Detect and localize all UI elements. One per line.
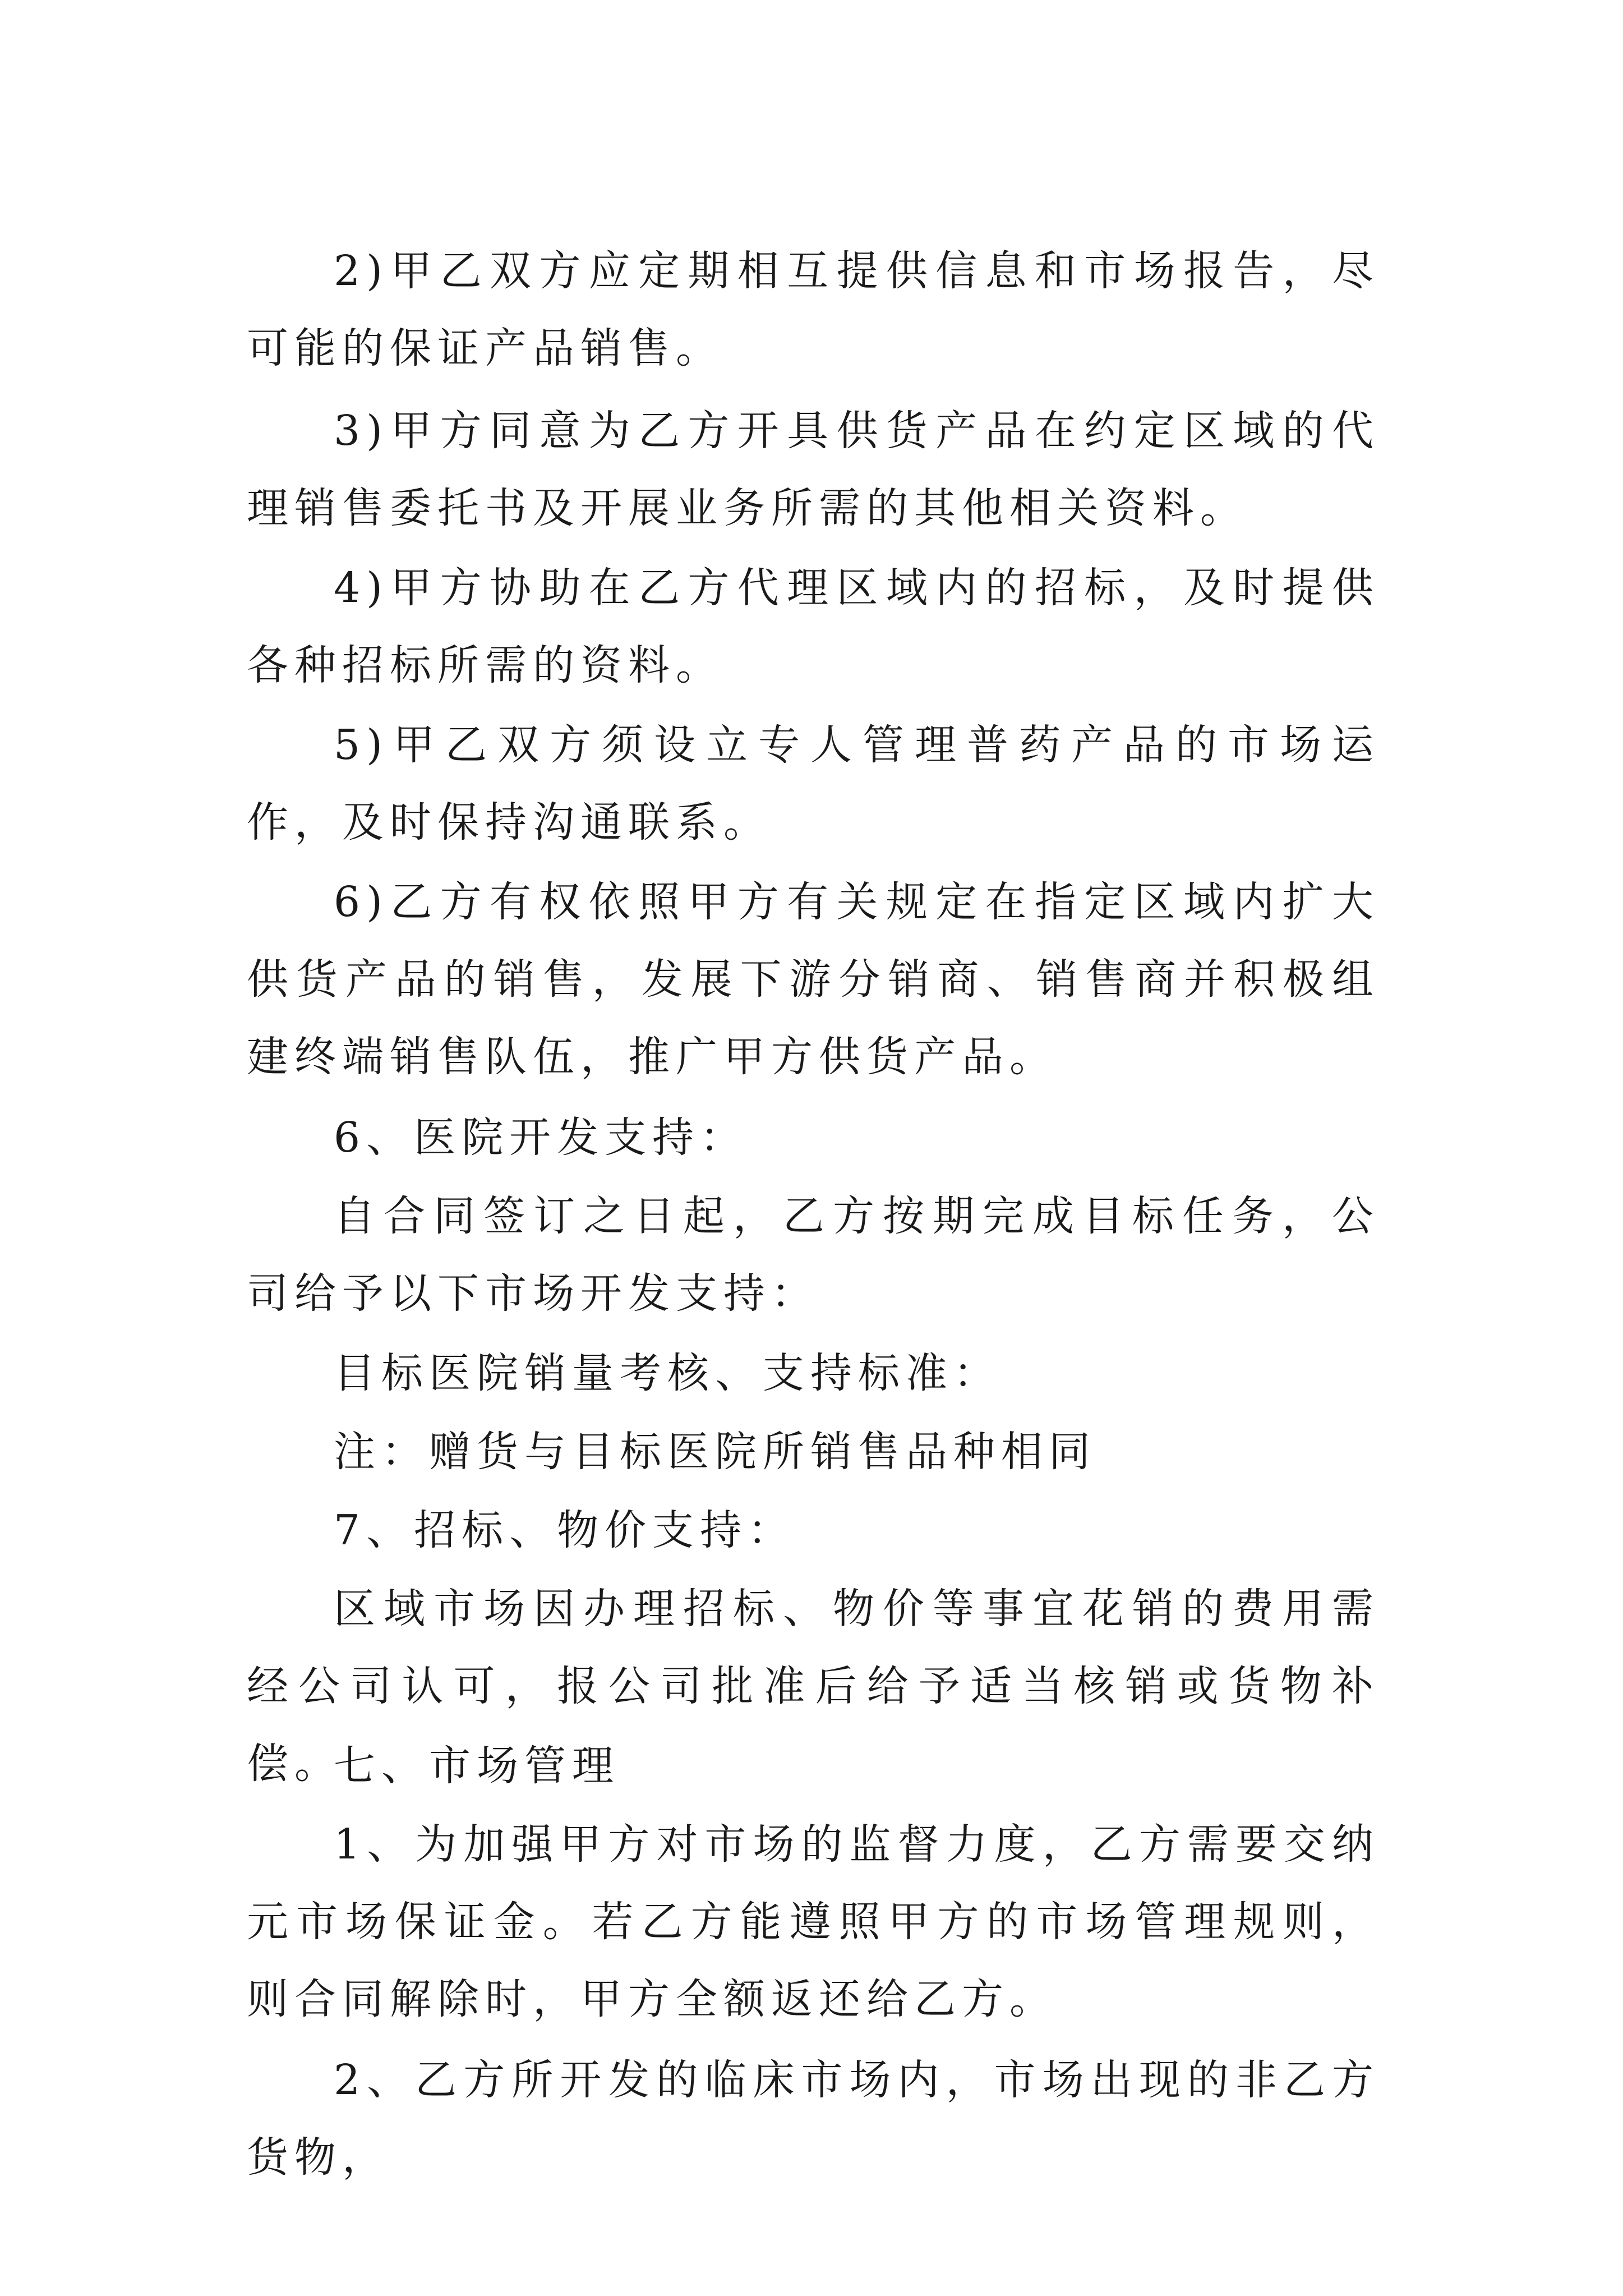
paragraph-2-info-sharing: 2)甲乙双方应定期相互提供信息和市场报告，尽可能的保证产品销售。 [247,247,1380,372]
heading-market-management: 七、市场管理 [334,1742,620,1790]
paragraph-3-authorization: 3)甲方同意为乙方开具供货产品在约定区域的代理销售委托书及开展业务所需的其他相关资料。 [247,407,1380,532]
heading-hospital-support: 6、医院开发支持： [334,1114,748,1162]
paragraph-hospital-support: 自合同签订之日起，乙方按期完成目标任务，公司给予以下市场开发支持： [247,1192,1380,1318]
paragraph-clinical-market: 2、乙方所开发的临床市场内，市场出现的非乙方货物， [247,2056,1380,2182]
paragraph-target-standard: 目标医院销量考核、支持标准： [334,1349,1001,1397]
paragraph-note-gift: 注：赠货与目标医院所销售品种相同 [334,1428,1096,1476]
paragraph-5-staffing: 5)甲乙双方须设立专人管理普药产品的市场运作，及时保持沟通联系。 [247,721,1380,846]
paragraph-4-bidding: 4)甲方协助在乙方代理区域内的招标，及时提供各种招标所需的资料。 [247,564,1380,689]
paragraph-6-expansion: 6)乙方有权依照甲方有关规定在指定区域内扩大供货产品的销售，发展下游分销商、销售商并积极组建终端销售队伍，推广甲方供货产品。 [247,878,1380,1081]
heading-bidding-price-support: 7、招标、物价支持： [334,1506,796,1554]
paragraph-market-deposit: 1、为加强甲方对市场的监督力度，乙方需要交纳元市场保证金。若乙方能遵照甲方的市场管理规则，则合同解除时，甲方全额返还给乙方。 [247,1820,1380,2023]
paragraph-bidding-price: 区域市场因办理招标、物价等事宜花销的费用需经公司认可，报公司批准后给予适当核销或货物补偿。 [247,1585,1380,1788]
